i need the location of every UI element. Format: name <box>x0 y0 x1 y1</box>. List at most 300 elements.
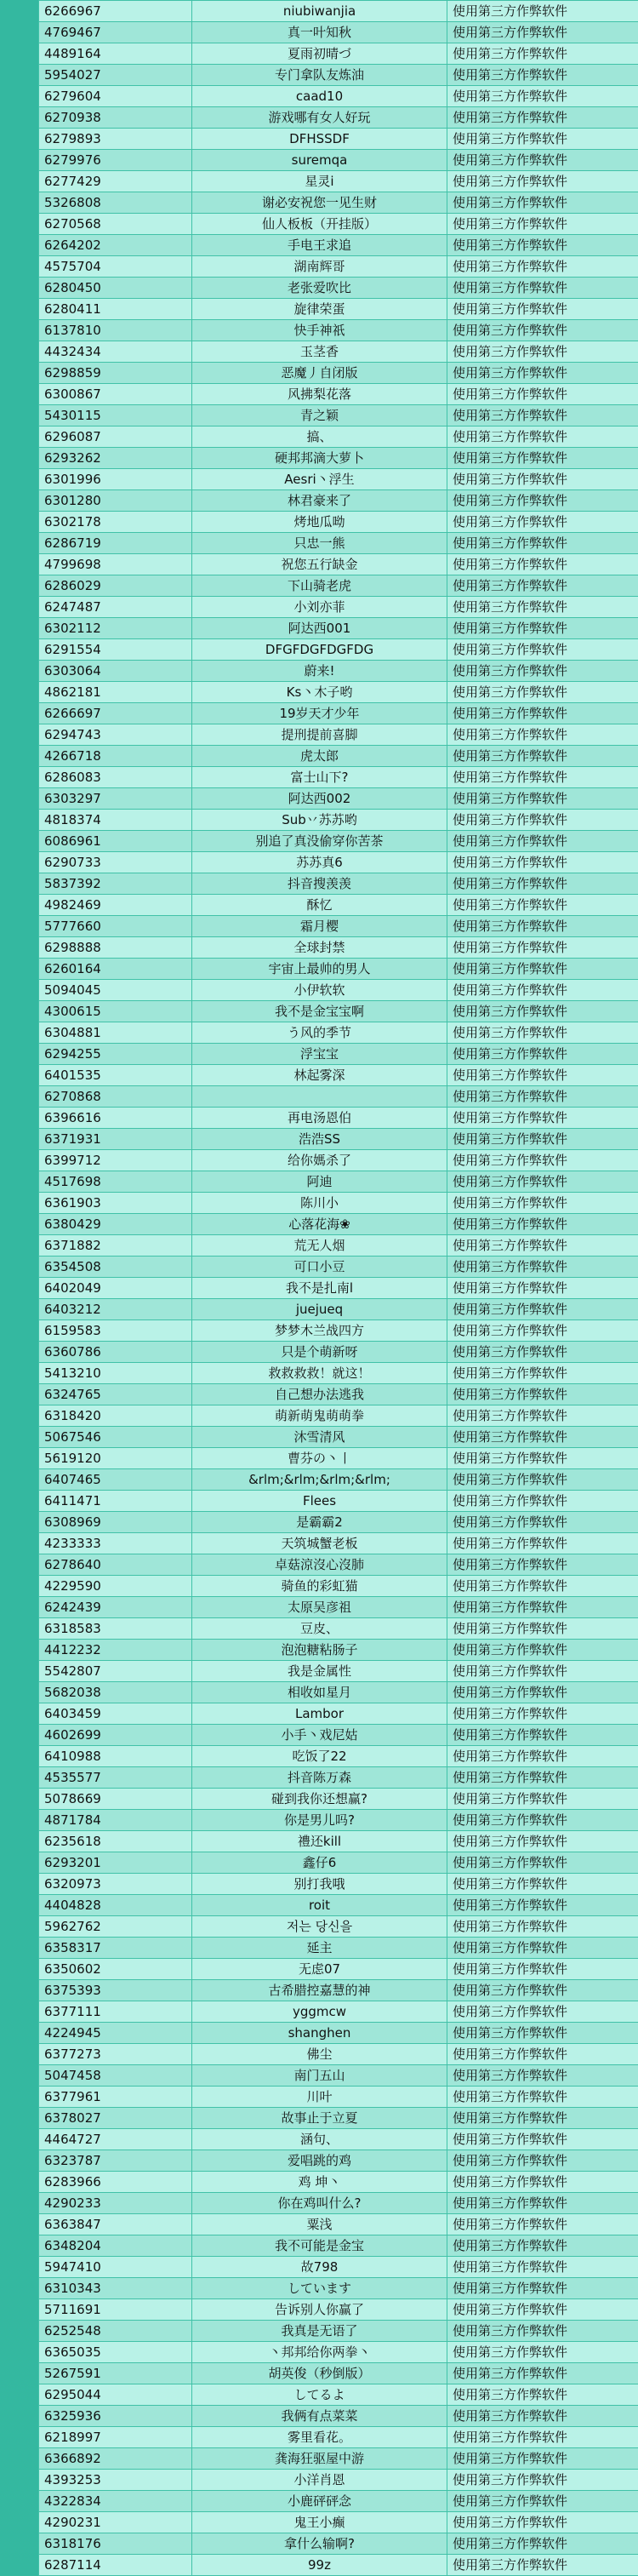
ban-reason-cell: 使用第三方作弊软件 <box>447 682 638 703</box>
table-row <box>39 405 638 426</box>
player-id-cell: 5837392 <box>39 873 192 895</box>
player-id-cell: 6270938 <box>39 107 192 129</box>
table-row <box>39 2321 638 2342</box>
ban-reason-cell: 使用第三方作弊软件 <box>447 1980 638 2001</box>
ban-reason-cell: 使用第三方作弊软件 <box>447 1597 638 1618</box>
ban-reason-cell: 使用第三方作弊软件 <box>447 341 638 363</box>
table-row <box>39 2193 638 2214</box>
table-row <box>39 2172 638 2193</box>
table-row <box>39 214 638 235</box>
player-name-cell: 胡英俊（秒倒版） <box>192 2363 447 2384</box>
table-row <box>39 575 638 597</box>
player-name-cell: 鑫仔6 <box>192 1852 447 1874</box>
table-row <box>39 916 638 937</box>
player-name-cell: 林君豪来了 <box>192 490 447 512</box>
ban-reason-cell: 使用第三方作弊软件 <box>447 916 638 937</box>
player-id-cell: 5094045 <box>39 980 192 1001</box>
player-id-cell: 6235618 <box>39 1831 192 1852</box>
player-id-cell: 5947410 <box>39 2257 192 2278</box>
table-row <box>39 320 638 341</box>
table-row <box>39 1895 638 1916</box>
ban-reason-cell: 使用第三方作弊软件 <box>447 1299 638 1320</box>
player-name-cell: 提刑提前喜脚 <box>192 724 447 746</box>
player-name-cell: 自己想办法逃我 <box>192 1384 447 1405</box>
player-id-cell: 5619120 <box>39 1448 192 1469</box>
table-row <box>39 1065 638 1086</box>
player-name-cell: 古希腊控嘉慧的神 <box>192 1980 447 2001</box>
player-name-cell: 下山骑老虎 <box>192 575 447 597</box>
player-name-cell: 浩浩SS <box>192 1129 447 1150</box>
table-row <box>39 490 638 512</box>
table-row <box>39 2001 638 2023</box>
player-name-cell: 恶魔丿自闭版 <box>192 363 447 384</box>
player-id-cell: 4799698 <box>39 554 192 575</box>
table-row <box>39 639 638 661</box>
table-row <box>39 1150 638 1171</box>
table-row <box>39 235 638 256</box>
player-id-cell: 6403212 <box>39 1299 192 1320</box>
ban-reason-cell: 使用第三方作弊软件 <box>447 852 638 873</box>
table-row <box>39 1278 638 1299</box>
table-row <box>39 831 638 852</box>
ban-reason-cell: 使用第三方作弊软件 <box>447 810 638 831</box>
player-id-cell: 6159583 <box>39 1320 192 1342</box>
table-row <box>39 1980 638 2001</box>
player-id-cell: 4432434 <box>39 341 192 363</box>
table-row <box>39 1554 638 1576</box>
table-row <box>39 2108 638 2129</box>
player-name-cell: しています <box>192 2278 447 2299</box>
player-name-cell: う风的季节 <box>192 1022 447 1044</box>
player-id-cell: 6323787 <box>39 2150 192 2172</box>
ban-reason-cell: 使用第三方作弊软件 <box>447 1044 638 1065</box>
player-id-cell: 4862181 <box>39 682 192 703</box>
ban-reason-cell: 使用第三方作弊软件 <box>447 1554 638 1576</box>
player-id-cell: 4404828 <box>39 1895 192 1916</box>
player-id-cell: 4224945 <box>39 2023 192 2044</box>
ban-reason-cell: 使用第三方作弊软件 <box>447 554 638 575</box>
table-row <box>39 1320 638 1342</box>
table-row <box>39 1831 638 1852</box>
ban-reason-cell: 使用第三方作弊软件 <box>447 150 638 171</box>
player-id-cell: 6354508 <box>39 1257 192 1278</box>
player-id-cell: 6294743 <box>39 724 192 746</box>
table-row <box>39 1746 638 1767</box>
player-id-cell: 6363847 <box>39 2214 192 2235</box>
player-name-cell: 烤地瓜呦 <box>192 512 447 533</box>
ban-reason-cell: 使用第三方作弊软件 <box>447 2512 638 2533</box>
ban-reason-cell: 使用第三方作弊软件 <box>447 1257 638 1278</box>
table-row <box>39 2342 638 2363</box>
player-id-cell: 6279604 <box>39 86 192 107</box>
player-id-cell: 5067546 <box>39 1427 192 1448</box>
player-name-cell: 快手神祇 <box>192 320 447 341</box>
player-name-cell: 骑鱼的彩虹猫 <box>192 1576 447 1597</box>
ban-reason-cell: 使用第三方作弊软件 <box>447 618 638 639</box>
player-name-cell: suremqa <box>192 150 447 171</box>
player-name-cell: 夏雨初晴づ <box>192 43 447 65</box>
table-row <box>39 448 638 469</box>
player-name-cell: 别打我哦 <box>192 1874 447 1895</box>
ban-reason-cell: 使用第三方作弊软件 <box>447 2235 638 2257</box>
player-id-cell: 6286029 <box>39 575 192 597</box>
ban-reason-cell: 使用第三方作弊软件 <box>447 1959 638 1980</box>
player-name-cell: 抖音搜羡羡 <box>192 873 447 895</box>
player-id-cell: 6266967 <box>39 1 192 22</box>
player-name-cell: 沐雪清风 <box>192 1427 447 1448</box>
ban-reason-cell: 使用第三方作弊软件 <box>447 1342 638 1363</box>
player-name-cell: 蔚来! <box>192 661 447 682</box>
player-id-cell: 6286719 <box>39 533 192 554</box>
table-row <box>39 1597 638 1618</box>
ban-reason-cell: 使用第三方作弊软件 <box>447 2470 638 2491</box>
table-row <box>39 1703 638 1725</box>
player-id-cell: 6350602 <box>39 1959 192 1980</box>
player-name-cell: 全球封禁 <box>192 937 447 959</box>
player-id-cell: 4602699 <box>39 1725 192 1746</box>
player-name-cell: 我不是扎南l <box>192 1278 447 1299</box>
ban-reason-cell: 使用第三方作弊软件 <box>447 1895 638 1916</box>
table-row <box>39 65 638 86</box>
player-name-cell: Aesri丶浮生 <box>192 469 447 490</box>
player-name-cell: 青之颖 <box>192 405 447 426</box>
player-name-cell: 南门五山 <box>192 2065 447 2087</box>
player-id-cell: 6286083 <box>39 767 192 788</box>
player-id-cell: 6293201 <box>39 1852 192 1874</box>
player-name-cell: 我俩有点菜菜 <box>192 2406 447 2427</box>
table-row <box>39 1448 638 1469</box>
player-name-cell: 你在鸡叫什么? <box>192 2193 447 2214</box>
player-name-cell: 真一叶知秋 <box>192 22 447 43</box>
player-name-cell: 相收如星月 <box>192 1682 447 1703</box>
player-id-cell: 6380429 <box>39 1214 192 1235</box>
ban-reason-cell: 使用第三方作弊软件 <box>447 320 638 341</box>
table-row <box>39 171 638 192</box>
ban-reason-cell: 使用第三方作弊软件 <box>447 1618 638 1640</box>
player-name-cell: 龚海狂驱屋中游 <box>192 2448 447 2470</box>
ban-reason-cell: 使用第三方作弊软件 <box>447 1150 638 1171</box>
ban-reason-cell: 使用第三方作弊软件 <box>447 384 638 405</box>
player-name-cell: shanghen <box>192 2023 447 2044</box>
table-row <box>39 299 638 320</box>
player-id-cell: 6401535 <box>39 1065 192 1086</box>
player-name-cell: 别追了真没偷穿你苦茶 <box>192 831 447 852</box>
ban-reason-cell: 使用第三方作弊软件 <box>447 1767 638 1789</box>
player-id-cell: 6325936 <box>39 2406 192 2427</box>
table-row <box>39 810 638 831</box>
table-row <box>39 1001 638 1022</box>
ban-reason-cell: 使用第三方作弊软件 <box>447 2193 638 2214</box>
player-id-cell: 4322834 <box>39 2491 192 2512</box>
player-name-cell: 霜月樱 <box>192 916 447 937</box>
player-id-cell: 4233333 <box>39 1533 192 1554</box>
player-id-cell: 6403459 <box>39 1703 192 1725</box>
player-name-cell: 卓菇涼沒心沒肺 <box>192 1554 447 1576</box>
player-id-cell: 6301996 <box>39 469 192 490</box>
player-id-cell: 6375393 <box>39 1980 192 2001</box>
player-id-cell: 6280411 <box>39 299 192 320</box>
player-name-cell: 爱唱跳的鸡 <box>192 2150 447 2172</box>
player-name-cell: 小刘亦菲 <box>192 597 447 618</box>
player-name-cell: 浮宝宝 <box>192 1044 447 1065</box>
table-row <box>39 767 638 788</box>
player-id-cell: 6287114 <box>39 2555 192 2576</box>
player-name-cell <box>192 1086 447 1108</box>
table-row <box>39 1108 638 1129</box>
table-row <box>39 2406 638 2427</box>
player-id-cell: 4464727 <box>39 2129 192 2150</box>
ban-reason-cell: 使用第三方作弊软件 <box>447 2214 638 2235</box>
ban-reason-cell: 使用第三方作弊软件 <box>447 1640 638 1661</box>
ban-reason-cell: 使用第三方作弊软件 <box>447 1703 638 1725</box>
player-name-cell: 救救救救！就这！ <box>192 1363 447 1384</box>
player-name-cell: 玉茎香 <box>192 341 447 363</box>
player-id-cell: 4871784 <box>39 1810 192 1831</box>
ban-reason-cell: 使用第三方作弊软件 <box>447 1576 638 1597</box>
table-row <box>39 2512 638 2533</box>
player-name-cell: 阿达西002 <box>192 788 447 810</box>
table-row <box>39 1257 638 1278</box>
ban-reason-cell: 使用第三方作弊软件 <box>447 490 638 512</box>
player-name-cell: 手电王求追 <box>192 235 447 256</box>
ban-reason-cell: 使用第三方作弊软件 <box>447 1938 638 1959</box>
player-name-cell: 小伊软软 <box>192 980 447 1001</box>
player-id-cell: 6361903 <box>39 1193 192 1214</box>
player-id-cell: 6304881 <box>39 1022 192 1044</box>
player-name-cell: 再电汤恩伯 <box>192 1108 447 1129</box>
player-id-cell: 6260164 <box>39 959 192 980</box>
ban-reason-cell: 使用第三方作弊软件 <box>447 448 638 469</box>
table-row <box>39 2384 638 2406</box>
player-id-cell: 6348204 <box>39 2235 192 2257</box>
table-row <box>39 873 638 895</box>
table-row <box>39 1852 638 1874</box>
player-id-cell: 6366892 <box>39 2448 192 2470</box>
player-id-cell: 6377961 <box>39 2087 192 2108</box>
player-name-cell: Sub丷苏苏哟 <box>192 810 447 831</box>
player-id-cell: 6318420 <box>39 1405 192 1427</box>
table-row <box>39 852 638 873</box>
player-id-cell: 5777660 <box>39 916 192 937</box>
table-row <box>39 1022 638 1044</box>
player-name-cell: DFHSSDF <box>192 129 447 150</box>
ban-reason-cell: 使用第三方作弊软件 <box>447 2087 638 2108</box>
player-id-cell: 6252548 <box>39 2321 192 2342</box>
player-id-cell: 6302112 <box>39 618 192 639</box>
ban-reason-cell: 使用第三方作弊软件 <box>447 1533 638 1554</box>
ban-reason-cell: 使用第三方作弊软件 <box>447 107 638 129</box>
table-row <box>39 426 638 448</box>
player-name-cell: 小鹿砰砰念 <box>192 2491 447 2512</box>
player-name-cell: 我不是金宝宝啊 <box>192 1001 447 1022</box>
ban-reason-cell: 使用第三方作弊软件 <box>447 1469 638 1491</box>
ban-reason-cell: 使用第三方作弊软件 <box>447 831 638 852</box>
player-name-cell: 我是金属性 <box>192 1661 447 1682</box>
ban-reason-cell: 使用第三方作弊软件 <box>447 2406 638 2427</box>
ban-reason-cell: 使用第三方作弊软件 <box>447 1427 638 1448</box>
player-id-cell: 6303297 <box>39 788 192 810</box>
table-row <box>39 2235 638 2257</box>
table-row <box>39 2023 638 2044</box>
player-name-cell: juejueq <box>192 1299 447 1320</box>
player-name-cell: 酥忆 <box>192 895 447 916</box>
ban-reason-cell: 使用第三方作弊软件 <box>447 746 638 767</box>
player-name-cell: 丶邦邦给你两拳丶 <box>192 2342 447 2363</box>
ban-reason-cell: 使用第三方作弊软件 <box>447 2448 638 2470</box>
player-name-cell: 99z <box>192 2555 447 2576</box>
player-id-cell: 6358317 <box>39 1938 192 1959</box>
table-row <box>39 1874 638 1895</box>
player-name-cell: Lambor <box>192 1703 447 1725</box>
table-row <box>39 937 638 959</box>
player-name-cell: 川叶 <box>192 2087 447 2108</box>
ban-reason-cell: 使用第三方作弊软件 <box>447 278 638 299</box>
player-id-cell: 4266718 <box>39 746 192 767</box>
player-name-cell: 故事止于立夏 <box>192 2108 447 2129</box>
ban-reason-cell: 使用第三方作弊软件 <box>447 1810 638 1831</box>
player-name-cell: 给你媽杀了 <box>192 1150 447 1171</box>
player-name-cell: 湖南辉哥 <box>192 256 447 278</box>
table-row <box>39 2214 638 2235</box>
player-name-cell: 鬼王小癫 <box>192 2512 447 2533</box>
player-id-cell: 6320973 <box>39 1874 192 1895</box>
table-row <box>39 533 638 554</box>
table-row <box>39 2363 638 2384</box>
ban-reason-cell: 使用第三方作弊软件 <box>447 2321 638 2342</box>
player-name-cell: 搞、 <box>192 426 447 448</box>
table-row <box>39 1235 638 1257</box>
ban-reason-cell: 使用第三方作弊软件 <box>447 1171 638 1193</box>
table-row <box>39 150 638 171</box>
player-id-cell: 6302178 <box>39 512 192 533</box>
player-id-cell: 5430115 <box>39 405 192 426</box>
player-name-cell: niubiwanjia <box>192 1 447 22</box>
player-name-cell: 19岁天才少年 <box>192 703 447 724</box>
table-row <box>39 129 638 150</box>
player-id-cell: 6371882 <box>39 1235 192 1257</box>
player-name-cell: 拿什么输啊? <box>192 2533 447 2555</box>
player-name-cell: 星灵i <box>192 171 447 192</box>
player-name-cell: 粟浅 <box>192 2214 447 2235</box>
player-id-cell: 5078669 <box>39 1789 192 1810</box>
ban-reason-cell: 使用第三方作弊软件 <box>447 1001 638 1022</box>
player-name-cell: 是霸霸2 <box>192 1512 447 1533</box>
player-id-cell: 5413210 <box>39 1363 192 1384</box>
player-id-cell: 4300615 <box>39 1001 192 1022</box>
player-id-cell: 6360786 <box>39 1342 192 1363</box>
player-id-cell: 5682038 <box>39 1682 192 1703</box>
table-row <box>39 554 638 575</box>
table-row <box>39 724 638 746</box>
player-name-cell: 故798 <box>192 2257 447 2278</box>
player-id-cell: 5326808 <box>39 192 192 214</box>
table-row <box>39 1299 638 1320</box>
ban-reason-cell: 使用第三方作弊软件 <box>447 1278 638 1299</box>
ban-reason-cell: 使用第三方作弊软件 <box>447 767 638 788</box>
player-name-cell: 曹芬の丶丨 <box>192 1448 447 1469</box>
player-id-cell: 6279893 <box>39 129 192 150</box>
player-name-cell: 你是男儿吗? <box>192 1810 447 1831</box>
player-id-cell: 6301280 <box>39 490 192 512</box>
ban-reason-cell: 使用第三方作弊软件 <box>447 1852 638 1874</box>
player-name-cell: 天筑城蟹老板 <box>192 1533 447 1554</box>
table-row <box>39 2150 638 2172</box>
player-id-cell: 4290231 <box>39 2512 192 2533</box>
table-row <box>39 1044 638 1065</box>
table-row <box>39 1129 638 1150</box>
player-id-cell: 6407465 <box>39 1469 192 1491</box>
player-id-cell: 6280450 <box>39 278 192 299</box>
player-id-cell: 6270568 <box>39 214 192 235</box>
player-name-cell: 只忠一熊 <box>192 533 447 554</box>
ban-reason-cell: 使用第三方作弊软件 <box>447 2023 638 2044</box>
ban-reason-cell: 使用第三方作弊软件 <box>447 1789 638 1810</box>
player-id-cell: 6279976 <box>39 150 192 171</box>
table-row <box>39 1384 638 1405</box>
player-id-cell: 6296087 <box>39 426 192 448</box>
player-name-cell: 林起雾深 <box>192 1065 447 1086</box>
table-row <box>39 1405 638 1427</box>
ban-reason-cell: 使用第三方作弊软件 <box>447 235 638 256</box>
player-id-cell: 6402049 <box>39 1278 192 1299</box>
ban-reason-cell: 使用第三方作弊软件 <box>447 1491 638 1512</box>
player-name-cell: Flees <box>192 1491 447 1512</box>
player-name-cell: 吃饭了22 <box>192 1746 447 1767</box>
table-row <box>39 661 638 682</box>
table-row <box>39 1512 638 1533</box>
player-id-cell: 6377273 <box>39 2044 192 2065</box>
table-row <box>39 2044 638 2065</box>
player-name-cell: 专门拿队友炼油 <box>192 65 447 86</box>
table-row <box>39 278 638 299</box>
ban-reason-cell: 使用第三方作弊软件 <box>447 1363 638 1384</box>
table-row <box>39 703 638 724</box>
table-row <box>39 1342 638 1363</box>
ban-reason-cell: 使用第三方作弊软件 <box>447 2001 638 2023</box>
ban-reason-cell: 使用第三方作弊软件 <box>447 1448 638 1469</box>
table-row <box>39 43 638 65</box>
table-row <box>39 192 638 214</box>
ban-reason-cell: 使用第三方作弊软件 <box>447 2384 638 2406</box>
player-name-cell: 虎太郎 <box>192 746 447 767</box>
player-id-cell: 5711691 <box>39 2299 192 2321</box>
player-id-cell: 6295044 <box>39 2384 192 2406</box>
player-name-cell: 小洋肖恩 <box>192 2470 447 2491</box>
player-id-cell: 6396616 <box>39 1108 192 1129</box>
ban-reason-cell: 使用第三方作弊软件 <box>447 1129 638 1150</box>
ban-list-table <box>38 0 638 2576</box>
ban-reason-cell: 使用第三方作弊软件 <box>447 1831 638 1852</box>
ban-reason-cell: 使用第三方作弊软件 <box>447 703 638 724</box>
player-id-cell: 6264202 <box>39 235 192 256</box>
player-name-cell: 仙人板板（开挂版） <box>192 214 447 235</box>
player-id-cell: 4818374 <box>39 810 192 831</box>
ban-reason-cell: 使用第三方作弊软件 <box>447 575 638 597</box>
player-name-cell: &rlm;&rlm;&rlm;&rlm; <box>192 1469 447 1491</box>
player-name-cell: 无虑07 <box>192 1959 447 1980</box>
ban-reason-cell: 使用第三方作弊软件 <box>447 2533 638 2555</box>
table-row <box>39 1661 638 1682</box>
ban-reason-cell: 使用第三方作弊软件 <box>447 2257 638 2278</box>
player-id-cell: 6298859 <box>39 363 192 384</box>
player-id-cell: 6399712 <box>39 1150 192 1171</box>
player-id-cell: 6371931 <box>39 1129 192 1150</box>
player-name-cell: 延主 <box>192 1938 447 1959</box>
table-row <box>39 1363 638 1384</box>
player-id-cell: 6247487 <box>39 597 192 618</box>
ban-reason-cell: 使用第三方作弊软件 <box>447 2150 638 2172</box>
player-name-cell: 豆皮、 <box>192 1618 447 1640</box>
